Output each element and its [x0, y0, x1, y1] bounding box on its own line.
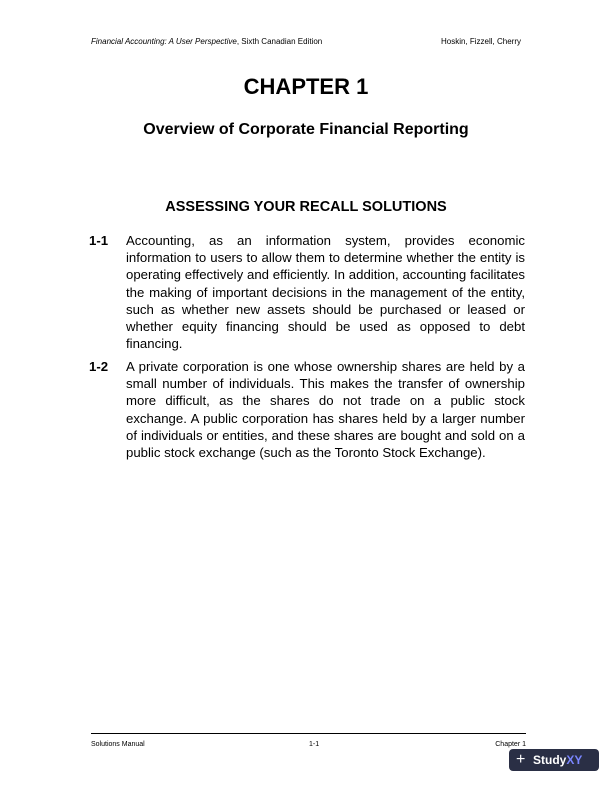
page-footer: [91, 741, 526, 753]
brand-name: [533, 749, 582, 771]
footer-page-number: 1-1: [309, 741, 320, 748]
footer-left: Solutions Manual: [91, 741, 145, 748]
footer-right: Chapter 1: [495, 741, 526, 748]
plus-icon: +: [516, 751, 526, 768]
header-authors: Hoskin, Fizzell, Cherry: [440, 37, 521, 46]
solution-number: 1-2: [89, 359, 109, 374]
section-heading: ASSESSING YOUR RECALL SOLUTIONS: [165, 199, 447, 215]
header-edition: , Sixth Canadian Edition: [236, 37, 323, 46]
header-book-info: [91, 37, 322, 46]
chapter-title: Overview of Corporate Financial Reporting: [143, 121, 469, 138]
solution-item: [89, 358, 525, 461]
header-book-title: Financial Accounting: A User Perspective: [91, 37, 237, 46]
page-header: [91, 37, 521, 51]
brand-xy: XY: [566, 753, 583, 767]
solution-number: 1-1: [89, 233, 109, 248]
solution-text: Accounting, as an information system, provides economic information to users to allow them to determine whether the entity is operating effectively and efficiently. In addition, accounting facilitates the making of important decisions in the management of the entity, such as whether new assets should be purchased or leased or whether equity financing should be used as opposed to debt financing.: [126, 233, 525, 352]
solution-item: [89, 232, 525, 352]
chapter-heading: CHAPTER 1: [243, 74, 369, 99]
brand-study: Study: [533, 753, 567, 767]
footer-rule: [91, 733, 526, 734]
solution-text: A private corporation is one whose ownership shares are held by a small number of individuals. This makes the transfer of ownership more difficult, as the shares do not trade on a public stock exchange. A public corporation has shares held by a larger number of individuals or entities, and these shares are bought and sold on a public stock exchange (such as the Toronto Stock Exchange).: [126, 359, 525, 461]
studyxy-badge[interactable]: [509, 749, 599, 771]
